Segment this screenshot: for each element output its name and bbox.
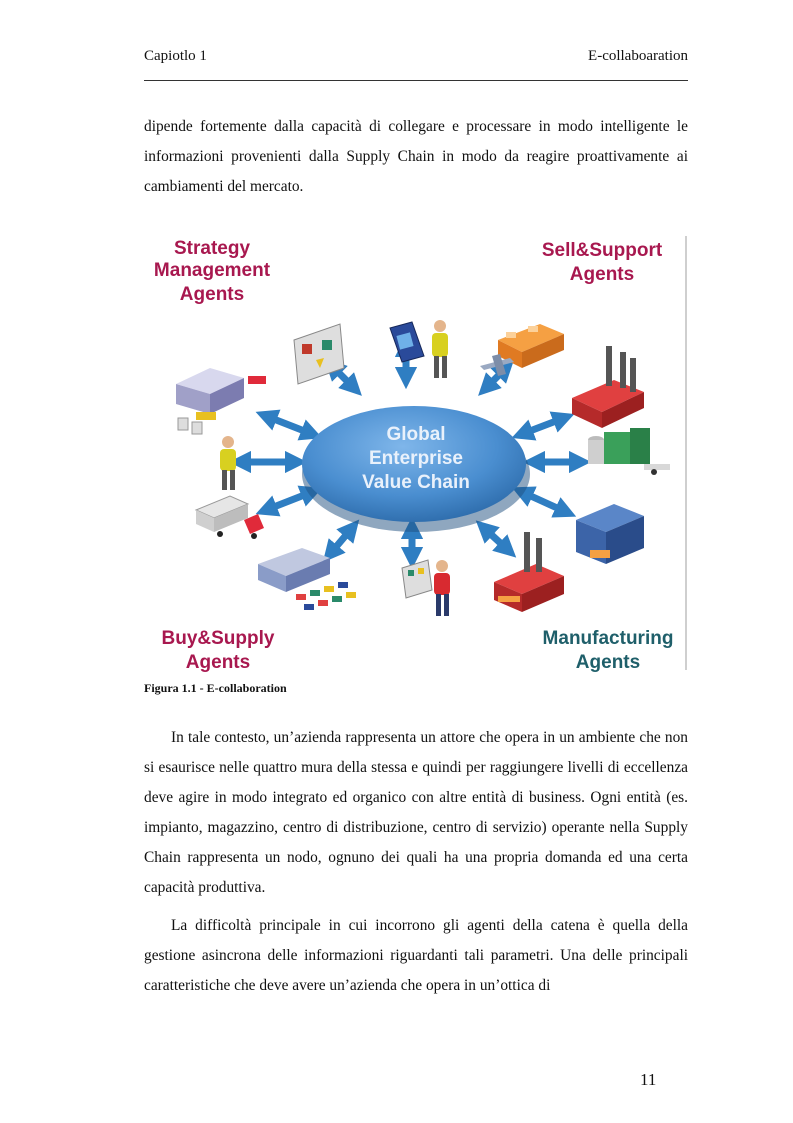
chemical-plant-icon: [588, 428, 670, 475]
person-icon-bottom: [434, 560, 450, 616]
paragraph-1: dipende fortemente dalla capacità di collegare e processare in modo intelligente le informazioni provenienti dalla Supply Chain in modo da reagire proattivamente ai cambiamenti del mercato.: [144, 118, 688, 195]
manuf-label-2: Agents: [575, 652, 641, 673]
arrow-right-upper: [522, 418, 564, 434]
buy-label-1: Buy&Supply: [161, 628, 275, 649]
arrow-bottom-right: [484, 528, 508, 550]
products-icon: [296, 582, 356, 610]
strategy-label-3: Agents: [179, 284, 245, 305]
page-number: 11: [640, 1070, 657, 1089]
logistics-hub-icon: [176, 368, 266, 434]
manuf-label-1: Manufacturing: [542, 628, 674, 649]
header-rule: [144, 80, 688, 81]
header-chapter: Capiotlo 1: [144, 48, 207, 64]
person-icon-left: [220, 436, 236, 490]
arrow-right-lower: [522, 492, 566, 512]
sell-label-1: Sell&Support: [541, 240, 663, 261]
arrow-left-lower: [266, 492, 312, 510]
supplier-building-icon: [258, 548, 330, 592]
mobile-device-icon: [390, 322, 424, 362]
buy-label-2: Agents: [185, 652, 251, 673]
figure-diagram: [144, 228, 688, 674]
center-line-3: Value Chain: [362, 472, 470, 493]
running-header: [144, 48, 688, 74]
figure-caption: Figura 1.1 - E-collaboration: [144, 681, 287, 695]
board-icon-bottom: [402, 560, 432, 598]
person-icon-top: [432, 320, 448, 378]
figure-e-collaboration: [144, 228, 688, 674]
paragraph-2: In tale contesto, un’azienda rappresenta un attore che opera in un ambiente che non si esaurisce nelle quattro mura della stessa e quindi per raggiungere livelli di eccellenza deve agire in modo integrato ed organico con altre entità di business. Ogni entità (es. impianto, magazzino, centro di distribuzione, centro di servizio) operante nella Supply Chain rappresenta un nodo, ognuno dei quali ha una propria domanda ed una certa capacità produttiva.: [144, 729, 688, 896]
sell-label-2: Agents: [569, 264, 635, 285]
center-line-1: Global: [386, 424, 446, 445]
center-line-2: Enterprise: [369, 448, 463, 469]
header-section: E-collaboaration: [588, 48, 688, 64]
distribution-center-icon: [576, 504, 644, 564]
truck-icon: [196, 496, 264, 539]
arrow-bottom-left: [330, 528, 352, 554]
strategy-label-1: Strategy: [173, 238, 251, 259]
paragraph-3: La difficoltà principale in cui incorrono gli agenti della catena è quella della gestione asincrona delle informazioni riguardanti tali parametri. Una delle principali caratteristiche che deve avere un’azienda che opera in un’ottica di: [144, 917, 688, 994]
factory-icon-upper: [572, 346, 644, 428]
arrow-left-upper: [266, 416, 312, 434]
strategy-label-2: Management: [153, 260, 271, 281]
